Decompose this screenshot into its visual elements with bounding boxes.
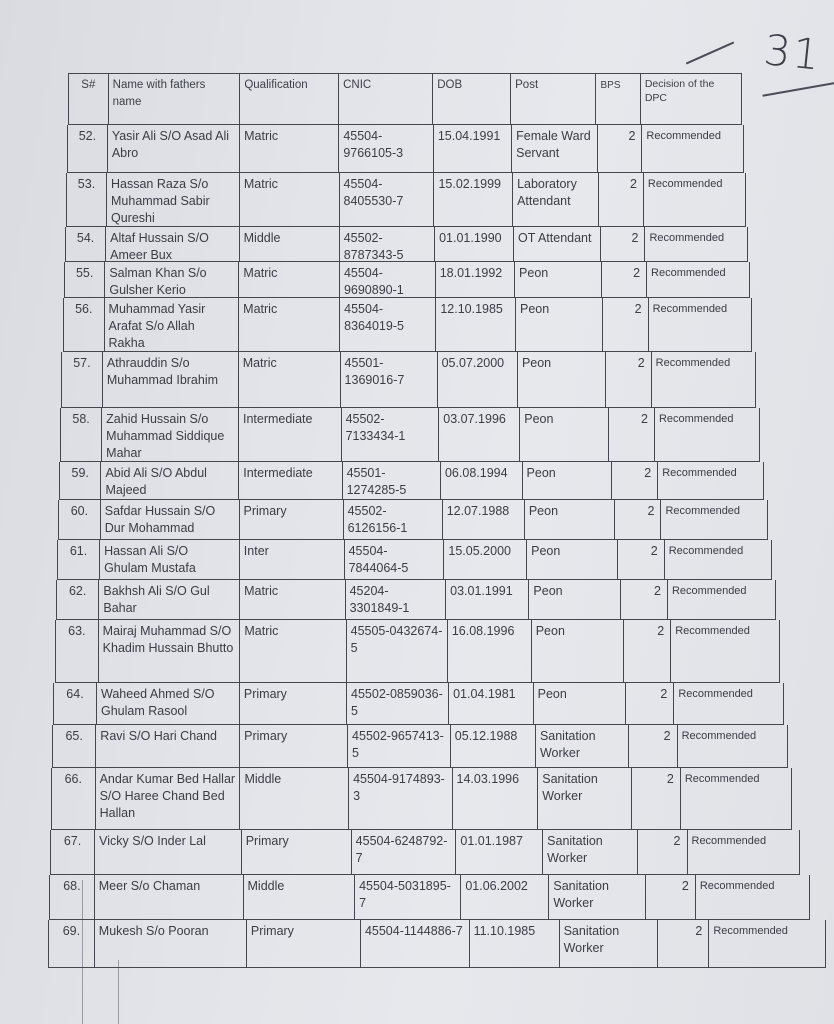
cell-dob: 16.08.1996 [448, 620, 532, 682]
header-post: Post [511, 74, 596, 124]
cell-dob: 05.07.2000 [438, 352, 518, 407]
cell-serial-number: 59. [60, 462, 101, 499]
cell-serial-number: 60. [59, 500, 101, 539]
cell-post: Peon [532, 620, 624, 682]
cell-dob: 18.01.1992 [436, 262, 515, 297]
cell-decision: Recommended [652, 303, 728, 315]
cell-cnic: 45501-1274285-5 [343, 462, 441, 499]
cell-bps: 2 [602, 262, 647, 297]
cell-cnic: 45502-6126156-1 [344, 500, 443, 539]
cell-dob: 05.12.1988 [451, 725, 536, 767]
cell-cnic: 45502-9657413-5 [348, 725, 451, 767]
cell-dob: 15.05.2000 [444, 540, 527, 579]
cell-post: Sanitation Worker [543, 830, 638, 874]
cell-name: Mukesh S/o Pooran [95, 920, 247, 967]
cell-name: Ravi S/O Hari Chand [96, 725, 240, 767]
cell-decision: Recommended [681, 730, 757, 742]
header-name: Name with fathers name [109, 74, 241, 124]
cell-post: Peon [525, 500, 615, 539]
cell-qualification: Primary [242, 830, 352, 874]
cell-serial-number: 61. [58, 540, 100, 579]
cell-bps: 2 [624, 620, 672, 682]
cell-cnic: 45504-6248792-7 [352, 830, 457, 874]
cell-dob: 12.10.1985 [436, 298, 516, 351]
cell-cnic: 45204-3301849-1 [346, 580, 447, 619]
header-bps: BPS [596, 74, 640, 124]
cell-cnic: 45502-0859036-5 [347, 683, 449, 724]
cell-qualification: Intermediate [239, 408, 342, 461]
cell-qualification: Primary [240, 683, 347, 724]
header-decision: Decision of the DPC [644, 78, 715, 104]
cell-post: Peon [516, 298, 603, 351]
cell-bps: 2 [612, 462, 658, 499]
cell-post: Peon [534, 683, 627, 724]
cell-bps: 2 [603, 298, 648, 351]
cell-bps: 2 [598, 125, 643, 172]
cell-serial-number: 52. [68, 125, 108, 172]
table-row [61, 352, 756, 408]
table-row [63, 298, 752, 352]
cell-cnic: 45504-9766105-3 [339, 125, 434, 172]
cell-dob: 01.04.1981 [449, 683, 534, 724]
cell-dob: 03.07.1996 [439, 408, 520, 461]
table-row [58, 500, 768, 540]
cell-post: Sanitation Worker [560, 920, 659, 967]
cell-dob: 12.07.1988 [443, 500, 525, 539]
table-row [48, 920, 826, 968]
cell-dob: 11.10.1985 [470, 920, 560, 967]
cell-name: Altaf Hussain S/O Ameer Bux [106, 227, 239, 261]
cell-post: Sanitation Worker [549, 875, 645, 919]
table-row [59, 462, 764, 500]
cell-post: Peon [529, 580, 620, 619]
cell-decision: Recommended [647, 178, 723, 190]
handwritten-page-number: 31 [761, 25, 824, 80]
table-row [55, 620, 780, 683]
cell-serial-number: 57. [62, 352, 103, 407]
cell-bps: 2 [638, 830, 687, 874]
cell-bps: 2 [646, 875, 696, 919]
table-row [60, 408, 760, 462]
cell-decision: Recommended [665, 505, 741, 517]
cell-serial-number: 54. [66, 227, 106, 261]
cell-qualification: Primary [240, 500, 344, 539]
cell-post: Peon [518, 352, 606, 407]
cell-name: Athrauddin S/o Muhammad Ibrahim [103, 352, 239, 407]
table-row [56, 580, 776, 620]
cell-post: Peon [523, 462, 612, 499]
cell-name: Zahid Hussain S/o Muhammad Siddique Mahar [102, 408, 239, 461]
cell-post: Sanitation Worker [538, 768, 632, 829]
cell-qualification: Matric [239, 352, 341, 407]
cell-qualification: Matric [239, 298, 340, 351]
cell-bps: 2 [599, 173, 644, 226]
table-row [66, 173, 746, 227]
cell-cnic: 45504-7844064-5 [345, 540, 445, 579]
cell-bps: 2 [632, 768, 681, 829]
handwritten-tick-mark [686, 42, 734, 65]
cell-cnic: 45502-8787343-5 [340, 227, 435, 261]
cell-qualification: Primary [247, 920, 361, 967]
cell-post: Female Ward Servant [512, 125, 598, 172]
cell-qualification: Inter [240, 540, 345, 579]
cell-decision: Recommended [684, 773, 760, 785]
cell-name: Hassan Ali S/O Ghulam Mustafa [100, 540, 240, 579]
table-row [53, 683, 784, 725]
table-row [50, 830, 800, 875]
table-row [57, 540, 772, 580]
cell-decision: Recommended [649, 232, 725, 244]
header-qualification: Qualification [240, 74, 339, 124]
cell-decision: Recommended [713, 925, 788, 937]
cell-qualification: Matric [240, 125, 339, 172]
cell-serial-number: 58. [61, 408, 102, 461]
cell-decision: Recommended [662, 467, 737, 479]
cell-bps: 2 [618, 540, 665, 579]
cell-serial-number: 63. [56, 620, 99, 682]
cell-bps: 2 [606, 352, 652, 407]
cell-name: Andar Kumar Bed Hallar S/O Haree Chand Bed Hallan [96, 768, 241, 829]
cell-dob: 06.08.1994 [441, 462, 523, 499]
table-row [65, 227, 748, 262]
handwritten-underline [762, 81, 834, 97]
cell-cnic: 45504-8364019-5 [340, 298, 436, 351]
cell-post: OT Attendant [514, 227, 600, 261]
cell-qualification: Middle [240, 227, 340, 261]
cell-qualification: Middle [244, 875, 356, 919]
cell-decision: Recommended [668, 545, 744, 557]
cell-decision: Recommended [675, 625, 750, 637]
cell-serial-number: 55. [65, 262, 105, 297]
cell-serial-number: 69. [49, 920, 95, 967]
cell-decision: Recommended [699, 880, 775, 892]
cell-cnic: 45504-9174893-3 [349, 768, 452, 829]
cell-name: Waheed Ahmed S/O Ghulam Rasool [97, 683, 240, 724]
cell-dob: 01.01.1990 [435, 227, 514, 261]
cell-cnic: 45505-0432674-5 [347, 620, 448, 682]
header-dob: DOB [433, 74, 511, 124]
cell-decision: Recommended [678, 688, 753, 700]
cell-bps: 2 [609, 408, 655, 461]
cell-decision: Recommended [691, 835, 767, 847]
cell-serial-number: 53. [67, 173, 107, 226]
cell-post: Peon [515, 262, 602, 297]
cell-decision: Recommended [658, 413, 734, 425]
cell-name: Mairaj Muhammad S/O Khadim Hussain Bhutto [99, 620, 241, 682]
cell-post: Peon [527, 540, 618, 579]
cell-qualification: Middle [240, 768, 349, 829]
cell-qualification: Matric [240, 580, 346, 619]
cell-post: Sanitation Worker [536, 725, 629, 767]
header-serial-number: S# [69, 74, 109, 124]
cell-cnic: 45501-1369016-7 [341, 352, 438, 407]
cell-decision: Recommended [671, 585, 747, 597]
cell-serial-number: 68. [50, 875, 95, 919]
cell-serial-number: 62. [57, 580, 99, 619]
cell-dob: 14.03.1996 [453, 768, 539, 829]
margin-line-left-2 [118, 960, 119, 1024]
cell-dob: 03.01.1991 [446, 580, 529, 619]
cell-decision: Recommended [655, 357, 731, 369]
table-row [51, 768, 792, 830]
cell-cnic: 45504-8405530-7 [340, 173, 435, 226]
cell-bps: 2 [658, 920, 709, 967]
cell-name: Salman Khan S/o Gulsher Kerio [105, 262, 239, 297]
cell-name: Muhammad Yasir Arafat S/o Allah Rakha [105, 298, 240, 351]
cell-qualification: Matric [240, 620, 346, 682]
table-header-row [68, 73, 742, 125]
cell-bps: 2 [615, 500, 662, 539]
table-row [64, 262, 750, 298]
cell-bps: 2 [621, 580, 668, 619]
cell-name: Safdar Hussain S/O Dur Mohammad [101, 500, 240, 539]
cell-bps: 2 [629, 725, 677, 767]
cell-serial-number: 65. [53, 725, 96, 767]
cell-post: Peon [520, 408, 609, 461]
cell-serial-number: 64. [54, 683, 97, 724]
cell-bps: 2 [601, 227, 646, 261]
cell-qualification: Matric [239, 262, 340, 297]
cell-name: Bakhsh Ali S/O Gul Bahar [99, 580, 240, 619]
cell-dob: 01.01.1987 [456, 830, 543, 874]
cell-qualification: Primary [240, 725, 348, 767]
cell-name: Hassan Raza S/o Muhammad Sabir Qureshi [107, 173, 240, 226]
cell-dob: 15.02.1999 [434, 173, 513, 226]
cell-dob: 01.06.2002 [461, 875, 549, 919]
cell-cnic: 45504-5031895-7 [355, 875, 461, 919]
header-cnic: CNIC [339, 74, 433, 124]
table-row [52, 725, 788, 768]
cell-qualification: Intermediate [239, 462, 342, 499]
cell-cnic: 45504-9690890-1 [340, 262, 436, 297]
cell-name: Vicky S/O Inder Lal [95, 830, 242, 874]
table-row [67, 125, 744, 173]
cell-name: Meer S/o Chaman [95, 875, 244, 919]
cell-name: Yasir Ali S/O Asad Ali Abro [108, 125, 240, 172]
cell-cnic: 45504-1144886-7 [361, 920, 470, 967]
cell-name: Abid Ali S/O Abdul Majeed [101, 462, 239, 499]
cell-post: Laboratory Attendant [513, 173, 599, 226]
cell-cnic: 45502-7133434-1 [342, 408, 440, 461]
cell-decision: Recommended [651, 267, 726, 279]
cell-serial-number: 66. [52, 768, 96, 829]
cell-decision: Recommended [646, 130, 721, 142]
cell-qualification: Matric [240, 173, 340, 226]
cell-serial-number: 67. [51, 830, 95, 874]
cell-serial-number: 56. [64, 298, 105, 351]
cell-dob: 15.04.1991 [434, 125, 512, 172]
cell-bps: 2 [626, 683, 674, 724]
table-row [49, 875, 810, 920]
